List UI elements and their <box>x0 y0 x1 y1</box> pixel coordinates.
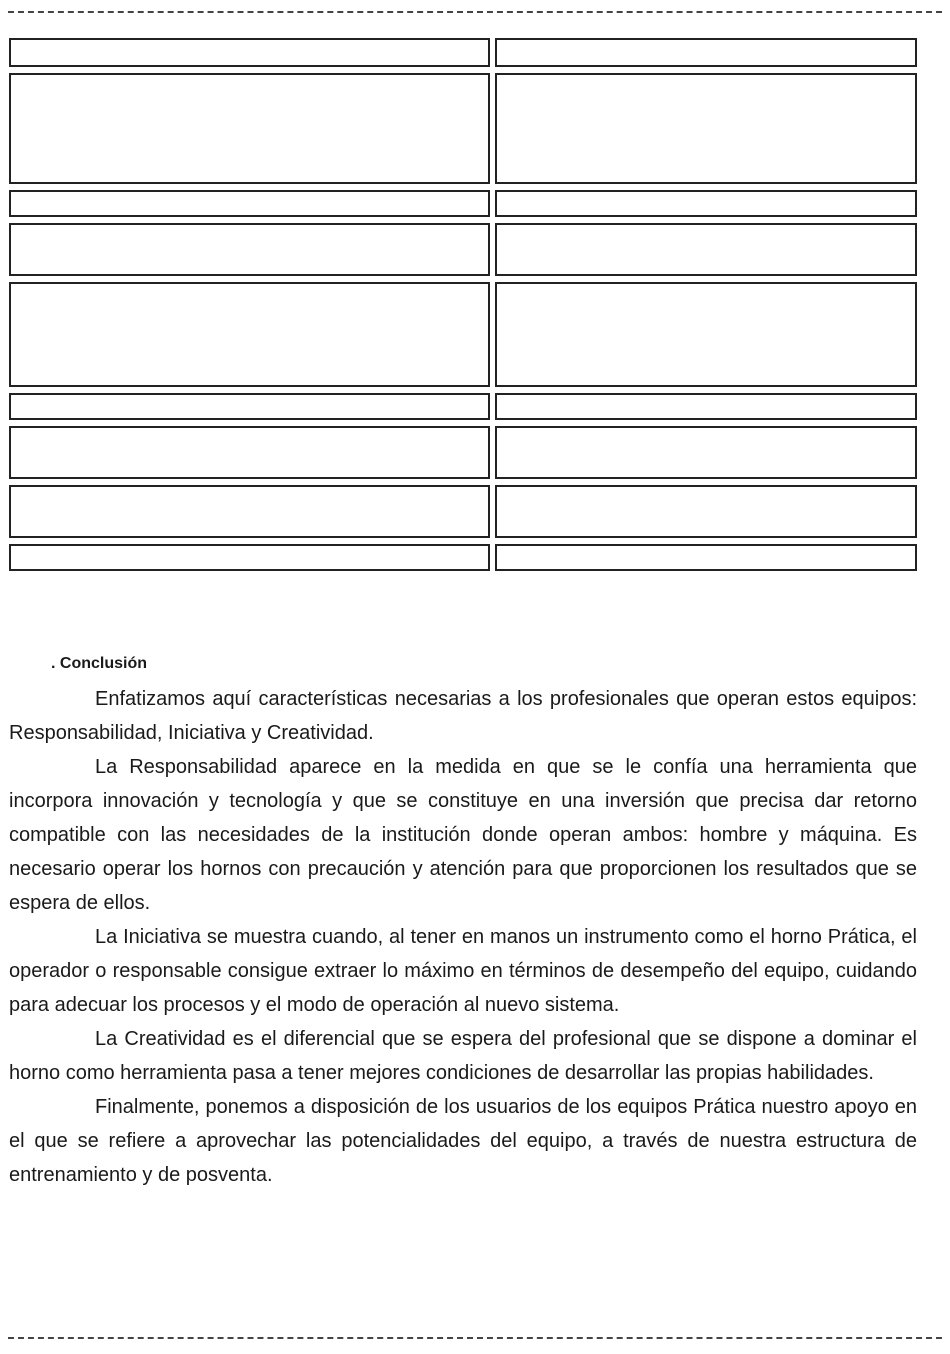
table-cell <box>495 426 917 479</box>
paragraph: La Creatividad es el diferencial que se espera del profesional que se dispone a dominar el horno como herramienta pasa a tener mejores condiciones de desarrollar las propias habilidades. <box>9 1028 917 1084</box>
table-cell <box>9 223 490 276</box>
table-cell <box>9 485 490 538</box>
table-cell <box>495 485 917 538</box>
table-cell <box>495 544 917 571</box>
paragraph: Finalmente, ponemos a disposición de los usuarios de los equipos Prática nuestro apoyo en el que se refiere a aprovechar las potencialidades del equipo, a través de nuestra estructura de entrenamiento y de posventa. <box>9 1096 917 1186</box>
table-cell <box>9 393 490 420</box>
table-cell <box>9 73 490 184</box>
table-cell <box>495 282 917 387</box>
empty-table <box>0 0 950 600</box>
paragraph: Enfatizamos aquí características necesarias a los profesionales que operan estos equipos: Responsabilidad, Iniciativa y Creatividad. <box>9 688 917 744</box>
paragraph: La Responsabilidad aparece en la medida en que se le confía una herramienta que incorpora innovación y tecnología y que se constituye en una inversión que precisa dar retorno compatible con las necesidades de la institución donde operan ambos: hombre y máquina. Es necesario operar los hornos con precaución y atención para que proporcionen los resultados que se espera de ellos. <box>9 756 917 914</box>
paragraph: La Iniciativa se muestra cuando, al tener en manos un instrumento como el horno Prática, el operador o responsable consigue extraer lo máximo en términos de desempeño del equipo, cuidando para adecuar los procesos y el modo de operación al nuevo sistema. <box>9 926 917 1016</box>
table-cell <box>9 282 490 387</box>
table-cell <box>495 393 917 420</box>
table-cell <box>495 38 917 67</box>
table-cell <box>495 223 917 276</box>
table-cell <box>9 426 490 479</box>
table-cell <box>9 190 490 217</box>
table-cell <box>9 38 490 67</box>
table-cell <box>495 73 917 184</box>
conclusion-body <box>9 682 917 1192</box>
section-heading: . Conclusión <box>51 655 147 672</box>
bottom-dashed-divider <box>8 1337 942 1339</box>
table-cell <box>495 190 917 217</box>
table-cell <box>9 544 490 571</box>
